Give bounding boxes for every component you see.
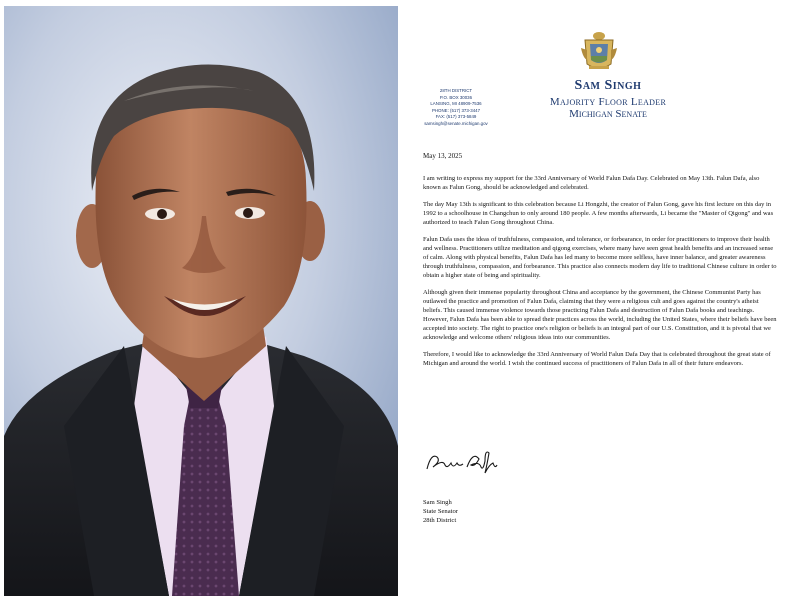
letter-paragraph: Although given their immense popularity throughout China and acceptance by the government, the Chinese Communist Party has outlawed the practice and promotion of Falun Dafa, claiming that they were a religious cult and goes against the country's atheist beliefs. This caused immense violence towards those practicing Falun Dafa and destruction of Falun Dafa books and teachings. However, Falun Dafa has been able to spread their practices across the world, including the United States, where their beliefs have been accepted into society. The right to practice one's religion or beliefs is an integral part of our U.S. Constitution, and it is pivotal that we acknowledge and welcome others' religious ideas into our communities. [423, 289, 777, 341]
closing-district: 28th District [423, 517, 457, 524]
portrait-photo [4, 6, 398, 596]
letterhead-role: Majority Floor Leader [549, 96, 667, 108]
senate-letter [403, 6, 794, 596]
michigan-seal-icon [579, 30, 619, 74]
handwritten-signature [423, 439, 503, 479]
right-pupil [243, 208, 253, 218]
district-line: PHONE: (517) 373-3447 [431, 107, 481, 113]
letter-paragraph: I am writing to express my support for the 33rd Anniversary of World Falun Dafa Day. Celebrated on May 13th. Falun Dafa, also known as Falun Gong, should be acknowledged and celebrated. [423, 175, 760, 191]
district-email: samsingh@senate.michigan.gov [424, 120, 488, 126]
district-line: 28TH DISTRICT [439, 88, 473, 93]
district-address [411, 88, 501, 127]
letter-closing [423, 498, 458, 525]
letter-paragraph: Falun Dafa uses the ideas of truthfulness, compassion, and tolerance, or forbearance, in order for practitioners to improve their health and wellness. Practitioners utilize meditation and qigong exercises, where many have seen great health benefits and an increased sense of calm. Along with physical benefits, Falun Dafa has led many to become more selfless, have inner balance, and greater awareness through truthfulness, compassion, and forbearance. This practice also connects modern day life to traditional Chinese culture in order to obtain a higher state of being and spirituality. [423, 236, 777, 279]
left-pupil [157, 209, 167, 219]
district-line: FAX: (517) 373-5849 [435, 114, 477, 119]
letterhead-chamber: Michigan Senate [569, 108, 647, 120]
letterhead-title [543, 78, 673, 120]
district-line: P.O. BOX 30036 [439, 94, 473, 100]
letter-date: May 13, 2025 [423, 152, 463, 160]
letter-paragraph: The day May 13th is significant to this celebration because Li Hongzhi, the creator of Falun Gong, gave his first lecture on this day in 1992 to a schoolhouse in Changchun to only around 180 people. A few months afterwards, Li became the "Master of Qigong" and was authorized to teach Falun Gong throughout China. [423, 201, 774, 226]
district-line: LANSING, MI 48909-7536 [430, 101, 482, 106]
letterhead-name: Sam Singh [574, 78, 642, 93]
closing-title: State Senator [423, 508, 458, 515]
closing-name: Sam Singh [423, 499, 452, 506]
letter-body [423, 174, 778, 376]
letter-paragraph: Therefore, I would like to acknowledge the 33rd Anniversary of World Falun Dafa Day that is celebrated throughout the great state of Michigan and around the world. I wish the continued success of practitioners of Falun Dafa in all of their future endeavors. [423, 351, 771, 367]
portrait-illustration [4, 6, 398, 596]
